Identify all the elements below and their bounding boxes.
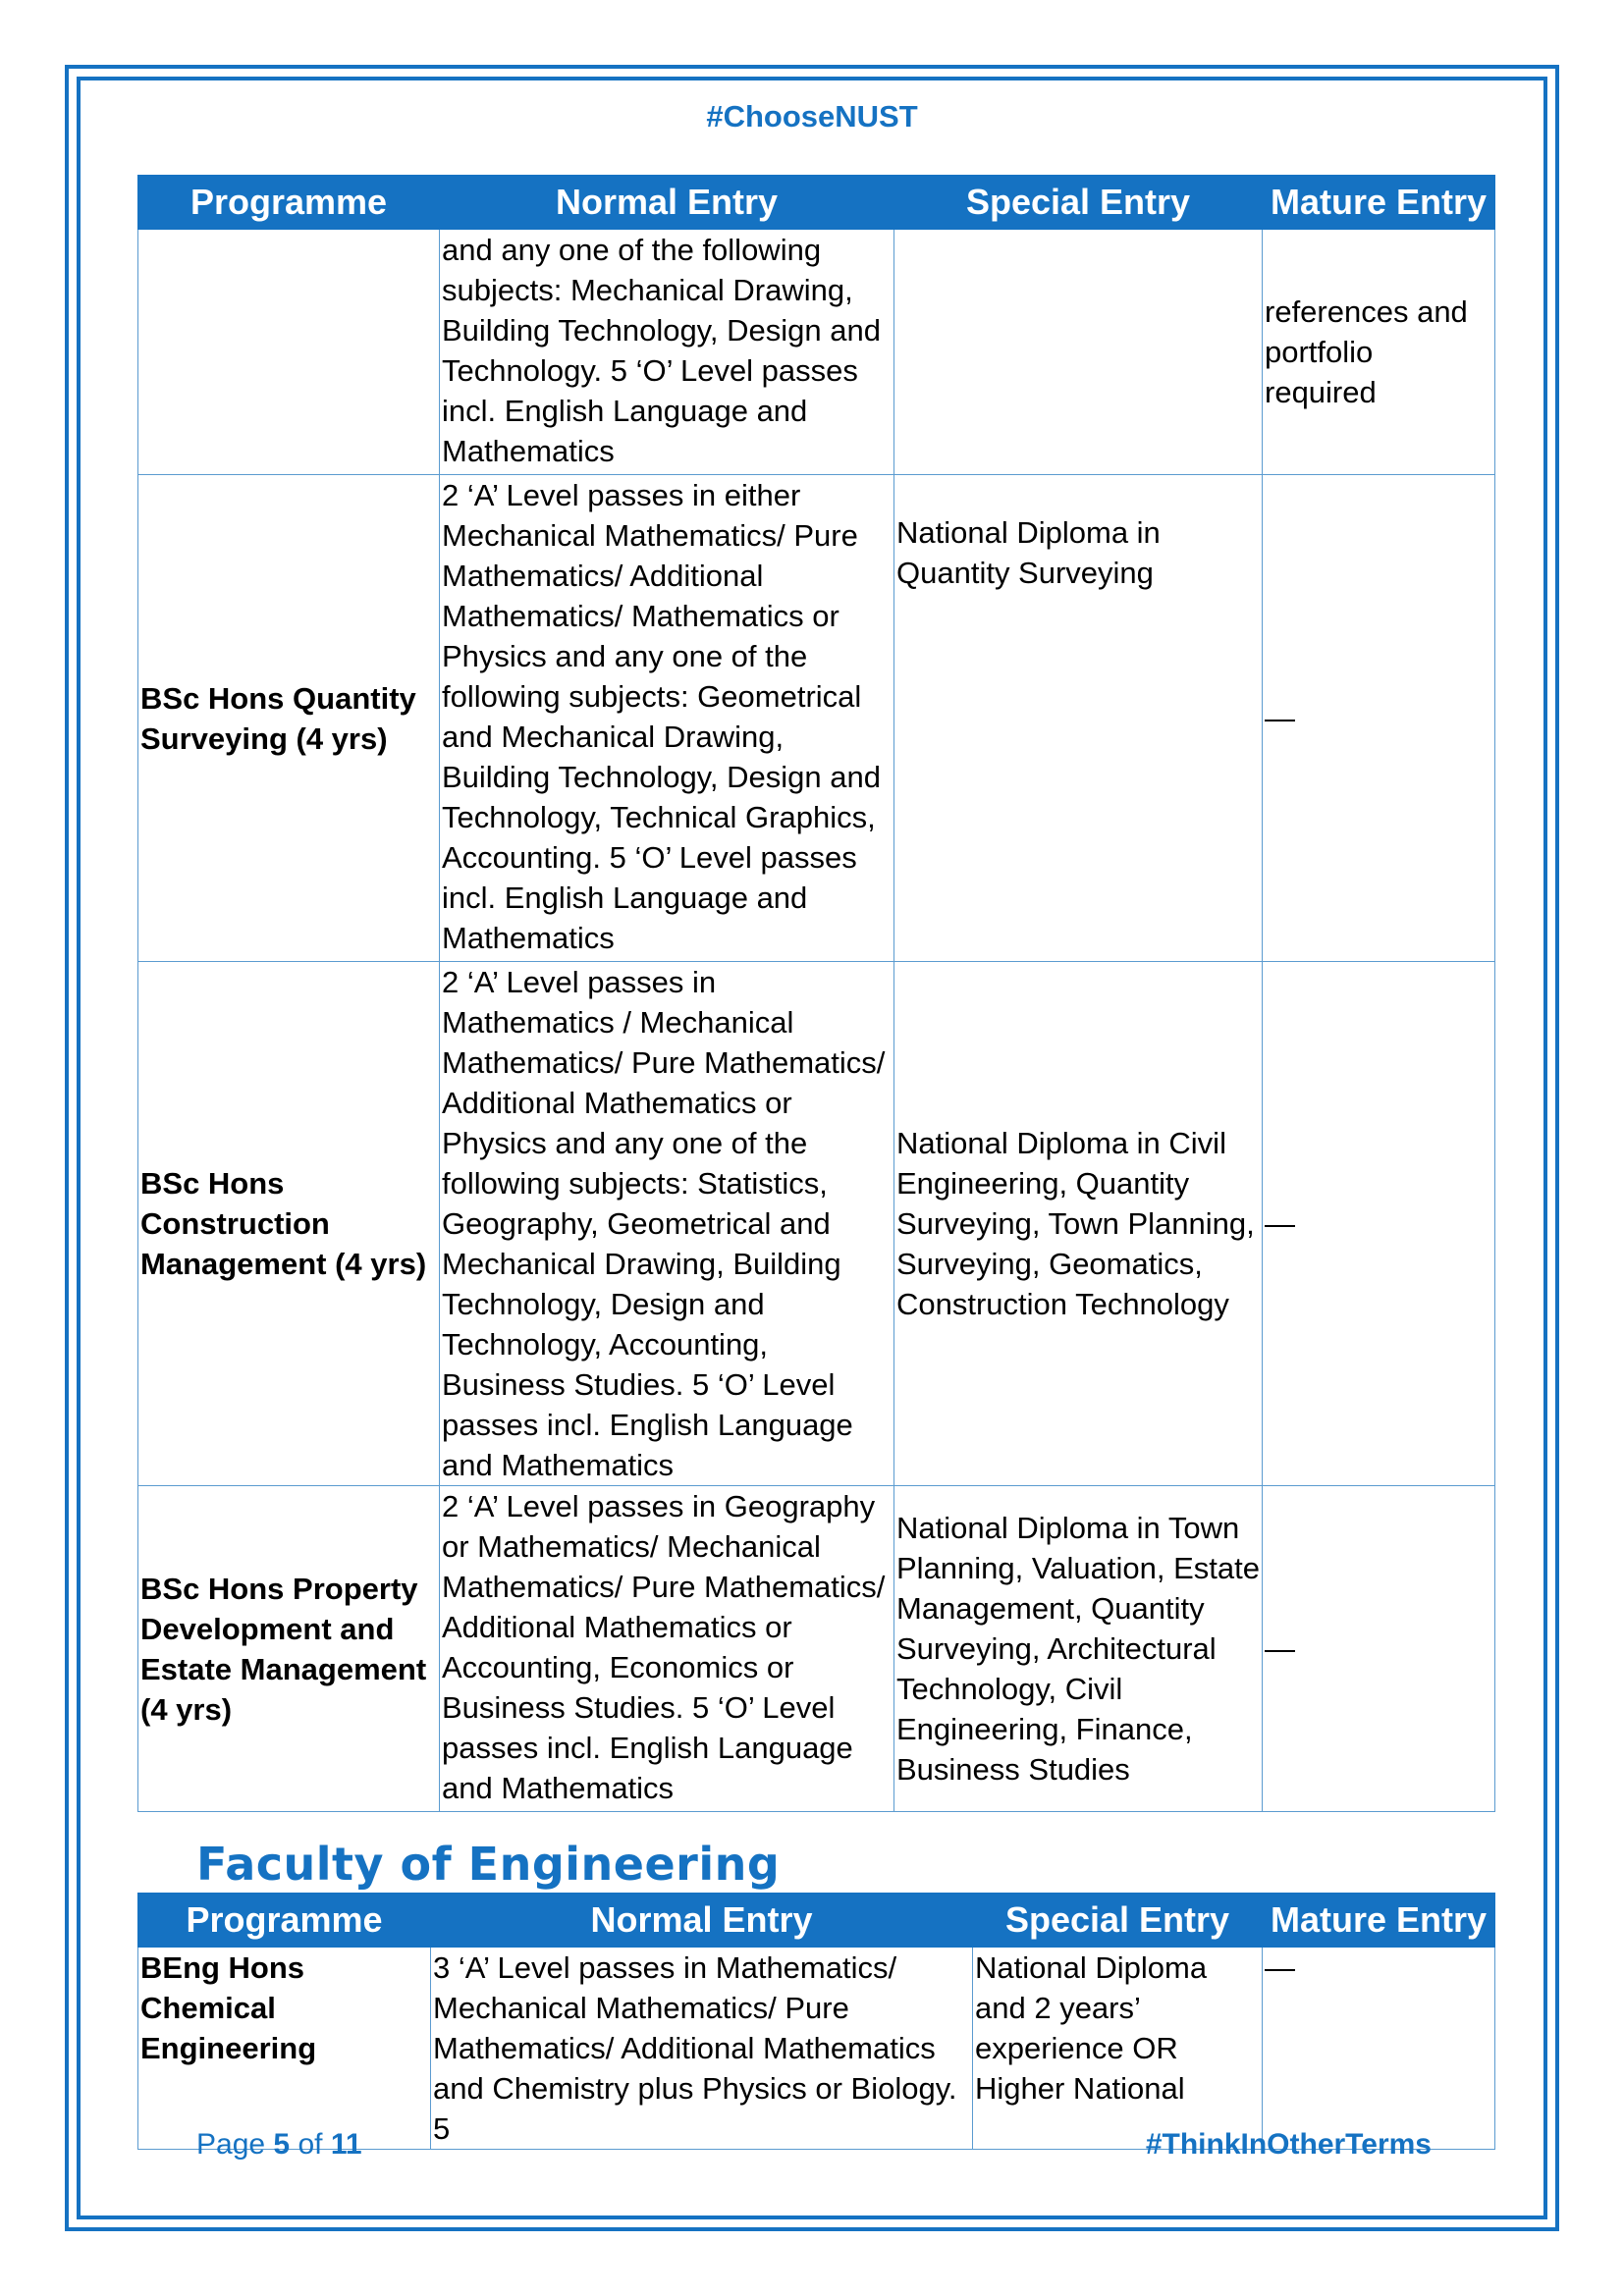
special-entry-cell: National Diploma in Town Planning, Valuation, Estate Management, Quantity Surveying, Architectural Technology, Civil Engineering, Finance, Business Studies: [894, 1486, 1263, 1812]
normal-entry-cell: and any one of the following subjects: Mechanical Drawing, Building Technology, Design and Technology. 5 ‘O’ Level passes incl. English Language and Mathematics: [440, 230, 894, 475]
table-row: [138, 475, 1495, 962]
page-number: [196, 2128, 362, 2162]
programme-cell: BSc Hons Property Development and Estate Management (4 yrs): [138, 1486, 440, 1812]
programme-cell: BSc Hons Quantity Surveying (4 yrs): [138, 475, 440, 962]
table-row: [138, 230, 1495, 475]
mature-entry-cell: —: [1263, 962, 1495, 1486]
page-word: Page: [196, 2128, 266, 2161]
normal-entry-cell: 3 ‘A’ Level passes in Mathematics/ Mechanical Mathematics/ Pure Mathematics/ Additional Mathematics and Chemistry plus Physics or Biology. 5: [431, 1948, 973, 2150]
normal-entry-cell: 2 ‘A’ Level passes in either Mechanical Mathematics/ Pure Mathematics/ Additional Mathematics/ Mathematics or Physics and any one of the following subjects: Geometrical and Mechanical Drawing, Building Technology, Design and Technology, Technical Graphics, Accounting. 5 ‘O’ Level passes incl. English Language and Mathematics: [440, 475, 894, 962]
normal-entry-cell: 2 ‘A’ Level passes in Mathematics / Mechanical Mathematics/ Pure Mathematics/ Additional Mathematics or Physics and any one of the following subjects: Statistics, Geography, Geometrical and Mechanical Drawing, Building Technology, Design and Technology, Accounting, Business Studies. 5 ‘O’ Level passes incl. English Language and Mathematics: [440, 962, 894, 1486]
special-entry-cell: National Diploma and 2 years’ experience OR Higher National: [973, 1948, 1263, 2150]
col-header-special-entry: Special Entry: [894, 176, 1263, 230]
col-header-normal-entry: Normal Entry: [440, 176, 894, 230]
faculty-heading: Faculty of Engineering: [196, 1838, 781, 1891]
programme-cell: BEng Hons Chemical Engineering: [138, 1948, 431, 2150]
special-entry-cell: [894, 230, 1263, 475]
mature-entry-cell: —: [1263, 1486, 1495, 1812]
header-hashtag: #ChooseNUST: [706, 99, 918, 133]
programme-cell: BSc Hons Construction Management (4 yrs): [138, 962, 440, 1486]
col-header-mature-entry: Mature Entry: [1263, 1894, 1495, 1948]
table-header-row: [138, 1894, 1495, 1948]
page-current: 5: [273, 2128, 291, 2161]
table-row: [138, 1948, 1495, 2150]
engineering-admission-table: [137, 1893, 1495, 2150]
special-entry-cell: National Diploma in Civil Engineering, Quantity Surveying, Town Planning, Surveying, Geomatics, Construction Technology: [894, 962, 1263, 1486]
col-header-mature-entry: Mature Entry: [1263, 176, 1495, 230]
table-row: [138, 962, 1495, 1486]
table-row: [138, 1486, 1495, 1812]
programme-cell: [138, 230, 440, 475]
mature-entry-cell: —: [1263, 1948, 1495, 2150]
col-header-normal-entry: Normal Entry: [431, 1894, 973, 1948]
admission-table-continued: [137, 175, 1495, 1812]
page-of: of: [298, 2128, 323, 2161]
special-entry-cell: National Diploma in Quantity Surveying: [894, 475, 1263, 962]
mature-entry-cell: —: [1263, 475, 1495, 962]
normal-entry-cell: 2 ‘A’ Level passes in Geography or Mathematics/ Mechanical Mathematics/ Pure Mathematics/ Additional Mathematics or Accounting, Economics or Business Studies. 5 ‘O’ Level passes incl. English Language and Mathematics: [440, 1486, 894, 1812]
mature-entry-cell: references and portfolio required: [1263, 230, 1495, 475]
col-header-programme: Programme: [138, 1894, 431, 1948]
col-header-special-entry: Special Entry: [973, 1894, 1263, 1948]
footer-hashtag: #ThinkInOtherTerms: [1145, 2128, 1432, 2161]
col-header-programme: Programme: [138, 176, 440, 230]
table-header-row: [138, 176, 1495, 230]
page-total: 11: [330, 2128, 362, 2161]
